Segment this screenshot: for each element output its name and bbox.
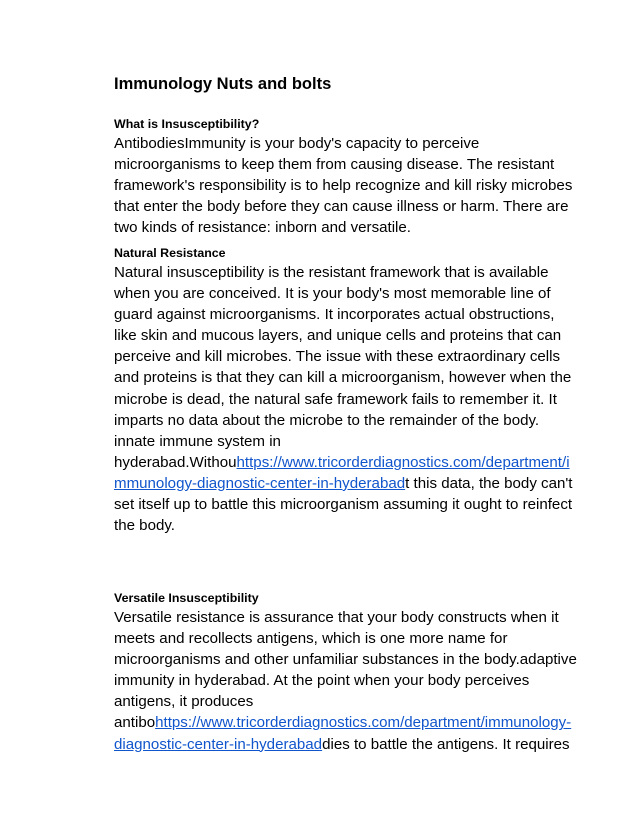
paragraph-line: set itself up to battle this microorganism assuming it ought to reinfect bbox=[114, 496, 573, 514]
diagnostic-center-link-continued[interactable]: mmunology-diagnostic-center-in-hyderabad bbox=[114, 474, 406, 492]
paragraph-line: like skin and mucous layers, and unique cells and proteins that can bbox=[114, 327, 562, 345]
paragraph-line: framework's responsibility is to help recognize and kill risky microbes bbox=[114, 177, 573, 195]
paragraph-line: Natural insusceptibility is the resistant framework that is available bbox=[114, 264, 549, 281]
paragraph-line: the body. bbox=[114, 517, 175, 535]
paragraph-line: microbe is dead, the natural safe framework fails to remember it. It bbox=[114, 390, 557, 408]
paragraph-line: perceive and kill microbes. The issue with these extraordinary cells bbox=[114, 348, 561, 366]
paragraph-line-with-link bbox=[114, 452, 569, 473]
paragraph-line: microorganisms and other unfamiliar substances in the body.adaptive bbox=[114, 651, 577, 669]
paragraph-line: and proteins is that they can kill a microorganism, however when the bbox=[114, 369, 572, 387]
paragraph-line-with-link bbox=[114, 734, 569, 755]
section-heading-versatile-insusceptibility: Versatile Insusceptibility bbox=[114, 591, 259, 605]
paragraph-line: meets and recollects antigens, which is one more name for bbox=[114, 630, 508, 648]
section-paragraph-natural-resistance bbox=[114, 262, 573, 536]
section-heading-natural-resistance: Natural Resistance bbox=[114, 246, 226, 260]
paragraph-line: two kinds of resistance: inborn and versatile. bbox=[114, 219, 411, 237]
paragraph-line: microorganisms to keep them from causing disease. The resistant bbox=[114, 156, 555, 174]
inline-text: antibo bbox=[114, 714, 156, 732]
paragraph-line: Versatile resistance is assurance that your body constructs when it bbox=[114, 609, 559, 626]
paragraph-line: when you are conceived. It is your body's most memorable line of bbox=[114, 285, 551, 303]
inline-text: hyderabad.Withou bbox=[114, 453, 237, 471]
section-paragraph-versatile-insusceptibility bbox=[114, 607, 577, 755]
paragraph-line: antigens, it produces bbox=[114, 693, 254, 711]
document-title: Immunology Nuts and bolts bbox=[114, 75, 332, 93]
paragraph-line: guard against microorganisms. It incorporates actual obstructions, bbox=[114, 306, 555, 324]
section-heading-insusceptibility: What is Insusceptibility? bbox=[114, 117, 260, 131]
immunology-center-link[interactable]: https://www.tricorderdiagnostics.com/department/immunology- bbox=[155, 714, 572, 732]
paragraph-line: that enter the body before they can cause illness or harm. There are bbox=[114, 198, 569, 216]
paragraph-line-with-link bbox=[114, 473, 573, 494]
inline-text: t this data, the body can't bbox=[405, 474, 573, 492]
section-paragraph-insusceptibility bbox=[114, 133, 573, 238]
paragraph-line: imparts no data about the microbe to the remainder of the body. bbox=[114, 411, 540, 429]
inline-text: dies to battle the antigens. It requires bbox=[322, 735, 570, 753]
immunology-center-link-continued[interactable]: diagnostic-center-in-hyderabad bbox=[114, 735, 323, 753]
diagnostic-center-link[interactable]: https://www.tricorderdiagnostics.com/department/i bbox=[236, 453, 570, 471]
paragraph-line: AntibodiesImmunity is your body's capacity to perceive bbox=[114, 135, 480, 152]
paragraph-line: innate immune system in bbox=[114, 432, 281, 450]
paragraph-line-with-link bbox=[114, 712, 572, 733]
paragraph-line: immunity in hyderabad. At the point when your body perceives bbox=[114, 672, 530, 690]
